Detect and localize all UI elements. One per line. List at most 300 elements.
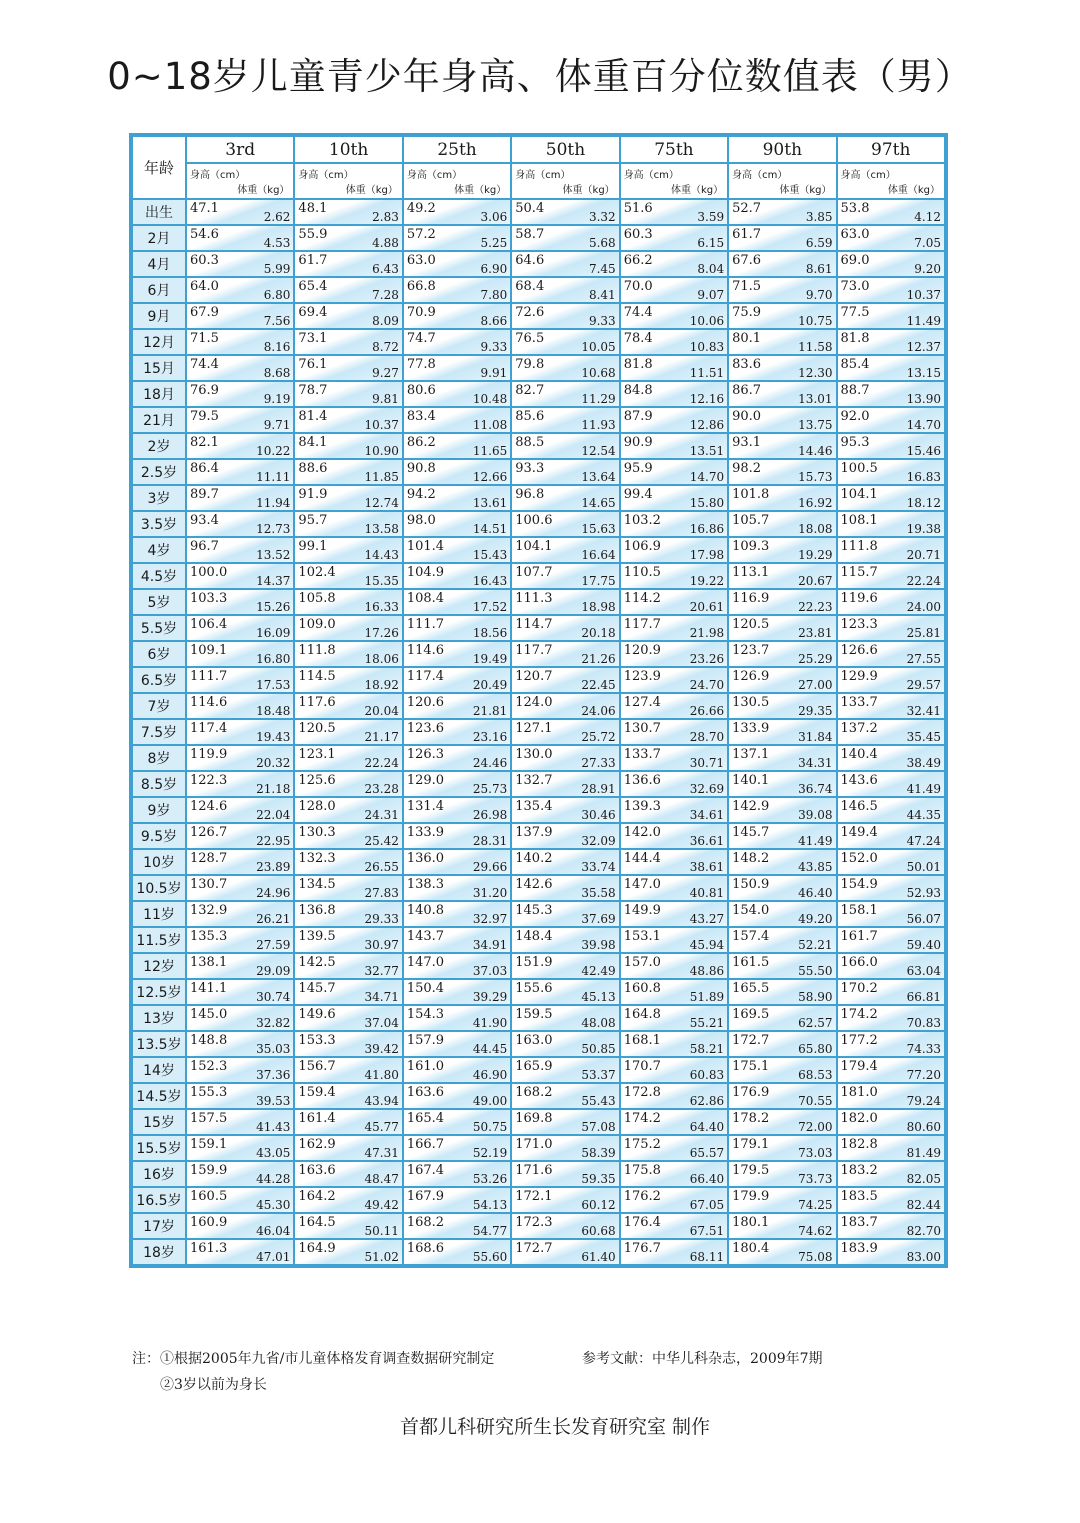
height-value: 87.9 <box>623 409 653 424</box>
height-value: 128.0 <box>298 799 336 814</box>
value-cell <box>404 252 510 276</box>
height-value: 102.4 <box>298 565 336 580</box>
weight-value: 24.31 <box>364 808 399 822</box>
height-value: 172.3 <box>515 1215 553 1230</box>
value-cell <box>187 330 293 354</box>
value-cell <box>512 590 618 614</box>
weight-value: 20.71 <box>906 548 941 562</box>
height-value: 132.3 <box>298 851 336 866</box>
value-cell <box>838 1032 944 1056</box>
weight-value: 38.61 <box>689 860 725 874</box>
value-cell <box>404 1188 510 1212</box>
table-row <box>133 850 944 874</box>
weight-value: 22.24 <box>906 574 941 588</box>
height-value: 120.6 <box>406 695 445 710</box>
weight-value: 46.40 <box>798 886 833 900</box>
weight-value: 68.11 <box>689 1250 725 1264</box>
value-cell <box>729 356 835 380</box>
weight-value: 11.65 <box>472 444 508 458</box>
weight-value: 52.93 <box>906 886 941 900</box>
weight-value: 11.08 <box>472 418 508 432</box>
value-cell <box>187 928 293 952</box>
weight-value: 23.81 <box>798 626 833 640</box>
weight-value: 14.65 <box>581 496 616 510</box>
weight-value: 8.72 <box>372 340 399 354</box>
weight-value: 9.20 <box>914 262 941 276</box>
height-value: 172.1 <box>515 1189 553 1204</box>
height-value: 76.5 <box>515 331 545 346</box>
height-value: 136.0 <box>406 851 445 866</box>
weight-value: 29.35 <box>798 704 833 718</box>
weight-value: 50.01 <box>906 860 941 874</box>
value-cell <box>838 538 944 562</box>
value-cell <box>729 200 835 224</box>
table-row <box>133 382 944 406</box>
value-cell <box>512 538 618 562</box>
height-value: 153.3 <box>298 1033 336 1048</box>
height-value: 90.9 <box>623 435 653 450</box>
weight-value: 8.04 <box>697 262 725 276</box>
value-cell <box>838 642 944 666</box>
height-value: 157.5 <box>190 1111 228 1126</box>
value-cell <box>621 902 727 926</box>
value-cell <box>404 486 510 510</box>
weight-value: 12.37 <box>906 340 941 354</box>
value-cell <box>187 772 293 796</box>
value-cell <box>404 330 510 354</box>
value-cell <box>838 668 944 692</box>
value-cell <box>512 720 618 744</box>
height-value: 164.2 <box>298 1189 336 1204</box>
weight-value: 37.69 <box>581 912 616 926</box>
weight-value: 50.85 <box>581 1042 616 1056</box>
weight-value: 3.85 <box>805 210 833 224</box>
height-value: 139.5 <box>298 929 336 944</box>
weight-value: 52.21 <box>798 938 833 952</box>
table-row <box>133 200 944 224</box>
weight-value: 7.80 <box>480 288 508 302</box>
height-value: 176.7 <box>623 1241 661 1256</box>
value-cell <box>621 772 727 796</box>
value-cell <box>729 486 835 510</box>
age-cell: 6岁 <box>133 642 185 666</box>
height-value: 120.9 <box>623 643 661 658</box>
weight-value: 24.96 <box>256 886 291 900</box>
height-value: 104.9 <box>406 565 445 580</box>
age-cell: 14岁 <box>133 1058 185 1082</box>
weight-value: 21.81 <box>472 704 508 718</box>
weight-value: 8.41 <box>588 288 616 302</box>
unit-header-cell <box>621 164 727 198</box>
weight-value: 21.18 <box>256 782 291 796</box>
age-cell: 15.5岁 <box>133 1136 185 1160</box>
weight-value: 6.15 <box>697 236 725 250</box>
value-cell <box>512 512 618 536</box>
weight-value: 4.88 <box>372 236 399 250</box>
weight-value: 83.00 <box>906 1250 941 1264</box>
weight-value: 34.31 <box>798 756 833 770</box>
value-cell <box>838 486 944 510</box>
weight-value: 18.12 <box>906 496 941 510</box>
height-value: 81.8 <box>623 357 653 372</box>
value-cell <box>729 226 835 250</box>
weight-value: 26.66 <box>689 704 725 718</box>
weight-value: 46.90 <box>472 1068 508 1082</box>
weight-value: 11.85 <box>364 470 399 484</box>
value-cell <box>621 642 727 666</box>
height-value: 76.9 <box>190 383 219 398</box>
weight-value: 28.91 <box>581 782 616 796</box>
weight-value: 45.77 <box>364 1120 399 1134</box>
height-value: 132.9 <box>190 903 228 918</box>
value-cell <box>621 226 727 250</box>
weight-value: 24.06 <box>581 704 616 718</box>
height-value: 114.5 <box>298 669 336 684</box>
height-value: 53.8 <box>840 201 870 216</box>
table-row <box>133 642 944 666</box>
height-value: 148.8 <box>190 1033 228 1048</box>
value-cell <box>187 642 293 666</box>
height-value: 130.3 <box>298 825 336 840</box>
weight-value: 44.35 <box>906 808 941 822</box>
value-cell <box>838 434 944 458</box>
height-value: 175.1 <box>732 1059 770 1074</box>
height-value: 114.2 <box>623 591 661 606</box>
weight-value: 12.30 <box>798 366 833 380</box>
value-cell <box>295 1032 401 1056</box>
value-cell <box>295 850 401 874</box>
weight-value: 74.33 <box>906 1042 941 1056</box>
height-value: 160.5 <box>190 1189 228 1204</box>
height-value: 170.2 <box>840 981 878 996</box>
height-value: 140.8 <box>406 903 445 918</box>
value-cell <box>187 200 293 224</box>
height-value: 159.4 <box>298 1085 336 1100</box>
value-cell <box>512 824 618 848</box>
height-value: 88.6 <box>298 461 328 476</box>
weight-value: 79.24 <box>906 1094 941 1108</box>
height-value: 159.5 <box>515 1007 553 1022</box>
value-cell <box>295 1058 401 1082</box>
height-value: 74.4 <box>190 357 219 372</box>
value-cell <box>404 408 510 432</box>
height-value: 81.8 <box>840 331 870 346</box>
height-value: 164.8 <box>623 1007 661 1022</box>
value-cell <box>404 590 510 614</box>
weight-value: 37.03 <box>472 964 508 978</box>
value-cell <box>729 1188 835 1212</box>
height-value: 142.6 <box>515 877 553 892</box>
height-value: 107.7 <box>515 565 553 580</box>
weight-value: 20.18 <box>581 626 616 640</box>
height-value: 77.5 <box>840 305 870 320</box>
weight-value: 10.90 <box>364 444 399 458</box>
age-cell: 4岁 <box>133 538 185 562</box>
value-cell <box>512 1006 618 1030</box>
age-cell: 12月 <box>133 330 185 354</box>
height-value: 63.0 <box>406 253 436 268</box>
weight-value: 14.70 <box>906 418 941 432</box>
age-cell: 3岁 <box>133 486 185 510</box>
weight-value: 5.99 <box>263 262 291 276</box>
height-value: 116.9 <box>732 591 770 606</box>
weight-value: 9.71 <box>263 418 291 432</box>
age-cell: 出生 <box>133 200 185 224</box>
height-value: 159.1 <box>190 1137 228 1152</box>
value-cell <box>295 356 401 380</box>
value-cell <box>187 1162 293 1186</box>
table-row <box>133 278 944 302</box>
height-value: 105.7 <box>732 513 770 528</box>
height-value: 145.3 <box>515 903 553 918</box>
percentile-header: 90th <box>729 137 835 162</box>
height-value: 152.0 <box>840 851 878 866</box>
height-value: 64.0 <box>190 279 219 294</box>
value-cell <box>729 1136 835 1160</box>
weight-value: 21.98 <box>689 626 725 640</box>
height-value: 183.7 <box>840 1215 878 1230</box>
percentile-header: 3rd <box>187 137 293 162</box>
weight-value: 5.68 <box>588 236 616 250</box>
weight-value: 15.26 <box>256 600 291 614</box>
table-row <box>133 408 944 432</box>
weight-value: 18.08 <box>798 522 833 536</box>
height-value: 73.0 <box>840 279 870 294</box>
weight-value: 29.09 <box>256 964 291 978</box>
weight-value: 52.19 <box>472 1146 508 1160</box>
height-value: 133.7 <box>623 747 661 762</box>
height-value: 77.8 <box>406 357 436 372</box>
height-value: 157.9 <box>406 1033 445 1048</box>
value-cell <box>838 616 944 640</box>
weight-value: 49.00 <box>472 1094 508 1108</box>
weight-value: 19.38 <box>906 522 941 536</box>
weight-value: 7.45 <box>588 262 616 276</box>
weight-value: 6.90 <box>480 262 508 276</box>
value-cell <box>295 486 401 510</box>
value-cell <box>295 928 401 952</box>
weight-value: 11.58 <box>798 340 833 354</box>
height-value: 165.4 <box>406 1111 445 1126</box>
maker-credit: 首都儿科研究所生长发育研究室 制作 <box>399 1416 711 1438</box>
height-value: 163.6 <box>298 1163 336 1178</box>
value-cell <box>512 1084 618 1108</box>
weight-value: 59.35 <box>581 1172 616 1186</box>
value-cell <box>838 1214 944 1238</box>
height-value: 93.1 <box>732 435 762 450</box>
weight-value: 21.26 <box>581 652 616 666</box>
weight-value: 43.85 <box>798 860 833 874</box>
value-cell <box>621 746 727 770</box>
value-cell <box>295 954 401 978</box>
weight-value: 3.59 <box>697 210 725 224</box>
value-cell <box>838 1240 944 1264</box>
height-value: 143.7 <box>406 929 445 944</box>
value-cell <box>404 668 510 692</box>
value-cell <box>404 434 510 458</box>
value-cell <box>729 928 835 952</box>
percentile-header: 10th <box>295 137 401 162</box>
height-value: 52.7 <box>732 201 762 216</box>
height-value: 95.9 <box>623 461 653 476</box>
table-row <box>133 590 944 614</box>
weight-value: 75.08 <box>798 1250 833 1264</box>
unit-header-cell <box>404 164 510 198</box>
weight-value: 30.74 <box>256 990 291 1004</box>
age-cell: 21月 <box>133 408 185 432</box>
table-row <box>133 1162 944 1186</box>
weight-value: 68.53 <box>798 1068 833 1082</box>
value-cell <box>838 746 944 770</box>
height-value: 96.8 <box>515 487 545 502</box>
weight-value: 9.19 <box>263 392 291 406</box>
height-value: 130.7 <box>623 721 661 736</box>
weight-value: 82.44 <box>906 1198 941 1212</box>
weight-value: 39.29 <box>472 990 508 1004</box>
height-value: 111.7 <box>190 669 228 684</box>
value-cell <box>187 382 293 406</box>
table-row <box>133 304 944 328</box>
table-row <box>133 538 944 562</box>
table-row <box>133 1188 944 1212</box>
height-unit-label: 身高（cm） <box>515 170 571 181</box>
value-cell <box>295 538 401 562</box>
height-value: 133.7 <box>840 695 878 710</box>
value-cell <box>187 798 293 822</box>
height-value: 93.3 <box>515 461 545 476</box>
weight-value: 15.46 <box>906 444 941 458</box>
height-value: 69.4 <box>298 305 328 320</box>
height-value: 70.9 <box>406 305 436 320</box>
weight-value: 20.49 <box>472 678 508 692</box>
value-cell <box>404 902 510 926</box>
height-value: 94.2 <box>406 487 436 502</box>
height-value: 123.1 <box>298 747 336 762</box>
weight-value: 2.83 <box>372 210 399 224</box>
height-value: 106.4 <box>190 617 228 632</box>
weight-value: 13.01 <box>798 392 833 406</box>
weight-value: 15.80 <box>689 496 725 510</box>
unit-header-cell <box>729 164 835 198</box>
weight-value: 16.09 <box>256 626 291 640</box>
weight-value: 9.91 <box>480 366 508 380</box>
height-value: 120.7 <box>515 669 553 684</box>
value-cell <box>295 746 401 770</box>
weight-value: 15.73 <box>798 470 833 484</box>
weight-value: 11.93 <box>581 418 616 432</box>
weight-value: 82.05 <box>906 1172 941 1186</box>
height-value: 163.6 <box>406 1085 445 1100</box>
height-value: 148.2 <box>732 851 770 866</box>
age-cell: 2岁 <box>133 434 185 458</box>
height-value: 169.8 <box>515 1111 553 1126</box>
height-value: 145.7 <box>732 825 770 840</box>
weight-value: 9.70 <box>805 288 833 302</box>
height-value: 100.0 <box>190 565 228 580</box>
height-value: 114.7 <box>515 617 553 632</box>
height-value: 80.6 <box>406 383 436 398</box>
height-value: 114.6 <box>406 643 445 658</box>
table-row <box>133 252 944 276</box>
weight-value: 81.49 <box>906 1146 941 1160</box>
height-value: 135.3 <box>190 929 228 944</box>
weight-unit-label: 体重（kg） <box>779 185 832 196</box>
weight-value: 24.00 <box>906 600 941 614</box>
value-cell <box>187 356 293 380</box>
height-value: 95.7 <box>298 513 328 528</box>
value-cell <box>621 1006 727 1030</box>
weight-value: 20.32 <box>256 756 291 770</box>
weight-value: 60.68 <box>581 1224 616 1238</box>
height-value: 104.1 <box>515 539 553 554</box>
height-value: 129.9 <box>840 669 878 684</box>
value-cell <box>295 642 401 666</box>
value-cell <box>512 772 618 796</box>
weight-value: 8.68 <box>263 366 291 380</box>
height-value: 165.5 <box>732 981 770 996</box>
height-value: 168.6 <box>406 1241 445 1256</box>
value-cell <box>187 512 293 536</box>
height-value: 142.5 <box>298 955 336 970</box>
height-value: 156.7 <box>298 1059 336 1074</box>
height-value: 123.3 <box>840 617 878 632</box>
weight-value: 32.77 <box>364 964 399 978</box>
age-cell: 16岁 <box>133 1162 185 1186</box>
weight-value: 22.24 <box>364 756 399 770</box>
height-value: 70.0 <box>623 279 653 294</box>
weight-unit-label: 体重（kg） <box>562 185 615 196</box>
weight-value: 25.81 <box>906 626 941 640</box>
weight-value: 80.60 <box>906 1120 941 1134</box>
height-value: 57.2 <box>406 227 436 242</box>
value-cell <box>838 200 944 224</box>
weight-value: 45.94 <box>689 938 725 952</box>
height-value: 78.4 <box>623 331 653 346</box>
height-value: 158.1 <box>840 903 878 918</box>
height-value: 164.5 <box>298 1215 336 1230</box>
height-value: 92.0 <box>840 409 870 424</box>
value-cell <box>404 746 510 770</box>
weight-value: 2.62 <box>263 210 291 224</box>
height-value: 122.3 <box>190 773 228 788</box>
height-value: 86.7 <box>732 383 762 398</box>
value-cell <box>729 1058 835 1082</box>
height-value: 161.4 <box>298 1111 336 1126</box>
weight-unit-label: 体重（kg） <box>345 185 398 196</box>
weight-value: 27.83 <box>364 886 399 900</box>
weight-value: 7.56 <box>263 314 291 328</box>
weight-value: 24.70 <box>689 678 725 692</box>
height-value: 99.1 <box>298 539 328 554</box>
height-value: 159.9 <box>190 1163 228 1178</box>
notes <box>132 1346 823 1398</box>
weight-value: 19.49 <box>472 652 508 666</box>
height-value: 175.8 <box>623 1163 661 1178</box>
height-value: 126.6 <box>840 643 878 658</box>
height-value: 100.5 <box>840 461 878 476</box>
weight-value: 57.08 <box>581 1120 616 1134</box>
value-cell <box>729 512 835 536</box>
weight-value: 24.46 <box>472 756 508 770</box>
value-cell <box>512 486 618 510</box>
table-row <box>133 824 944 848</box>
weight-value: 26.21 <box>256 912 291 926</box>
weight-value: 9.81 <box>372 392 399 406</box>
height-value: 110.5 <box>623 565 661 580</box>
height-value: 183.5 <box>840 1189 878 1204</box>
value-cell <box>838 876 944 900</box>
height-value: 129.0 <box>406 773 445 788</box>
